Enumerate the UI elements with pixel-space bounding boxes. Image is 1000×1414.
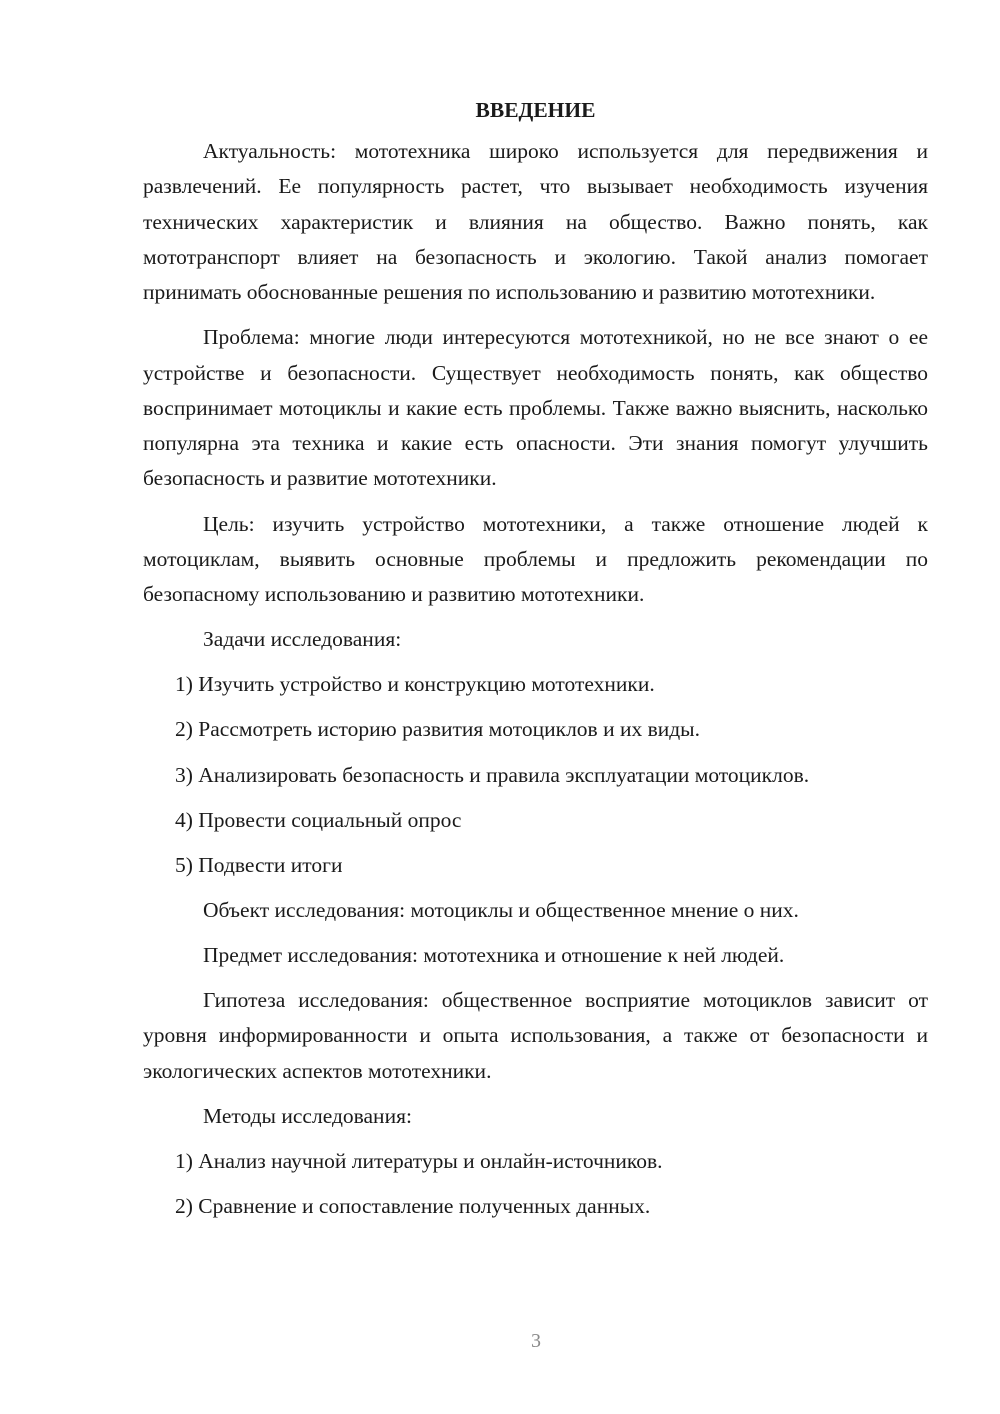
methods-list — [143, 1144, 928, 1224]
problem-paragraph: Проблема: многие люди интересуются мототехникой, но не все знают о ее устройстве и безопасности. Существует необходимость понять, как общество воспринимает мотоциклы и какие есть проблемы. Также важно выяснить, насколько популярна эта техника и какие есть опасности. Эти знания помогут улучшить безопасность и развитие мототехники. — [143, 325, 928, 491]
page-number: 3 — [531, 1330, 541, 1352]
tasks-heading: Задачи исследования: — [203, 627, 402, 652]
tasks-list — [143, 667, 928, 883]
actuality-paragraph: Актуальность: мототехника широко используется для передвижения и развлечений. Ее популярность растет, что вызывает необходимость изучения технических характеристик и влияния на общество. Важно понять, как мототранспорт влияет на безопасность и экологию. Такой анализ помогает принимать обоснованные решения по использованию и развитию мототехники. — [143, 139, 928, 305]
list-item: 2) Сравнение и сопоставление полученных данных. — [175, 1193, 651, 1218]
object-line: Объект исследования: мотоциклы и общественное мнение о них. — [203, 897, 799, 922]
methods-heading: Методы исследования: — [203, 1103, 412, 1128]
list-item: 4) Провести социальный опрос — [175, 807, 462, 832]
list-item: 3) Анализировать безопасность и правила эксплуатации мотоциклов. — [175, 762, 810, 787]
list-item: 1) Анализ научной литературы и онлайн-источников. — [175, 1148, 663, 1173]
document-page — [143, 92, 928, 1234]
subject-line: Предмет исследования: мототехника и отношение к ней людей. — [203, 942, 785, 967]
list-item: 2) Рассмотреть историю развития мотоциклов и их виды. — [175, 717, 701, 742]
list-item: 1) Изучить устройство и конструкцию мототехники. — [175, 672, 655, 697]
list-item: 5) Подвести итоги — [175, 852, 343, 877]
hypothesis-paragraph: Гипотеза исследования: общественное восприятие мотоциклов зависит от уровня информированности и опыта использования, а также от безопасности и экологических аспектов мототехники. — [143, 988, 928, 1083]
goal-paragraph: Цель: изучить устройство мототехники, а также отношение людей к мотоциклам, выявить основные проблемы и предложить рекомендации по безопасному использованию и развитию мототехники. — [143, 511, 928, 607]
page-title: ВВЕДЕНИЕ — [475, 98, 596, 122]
